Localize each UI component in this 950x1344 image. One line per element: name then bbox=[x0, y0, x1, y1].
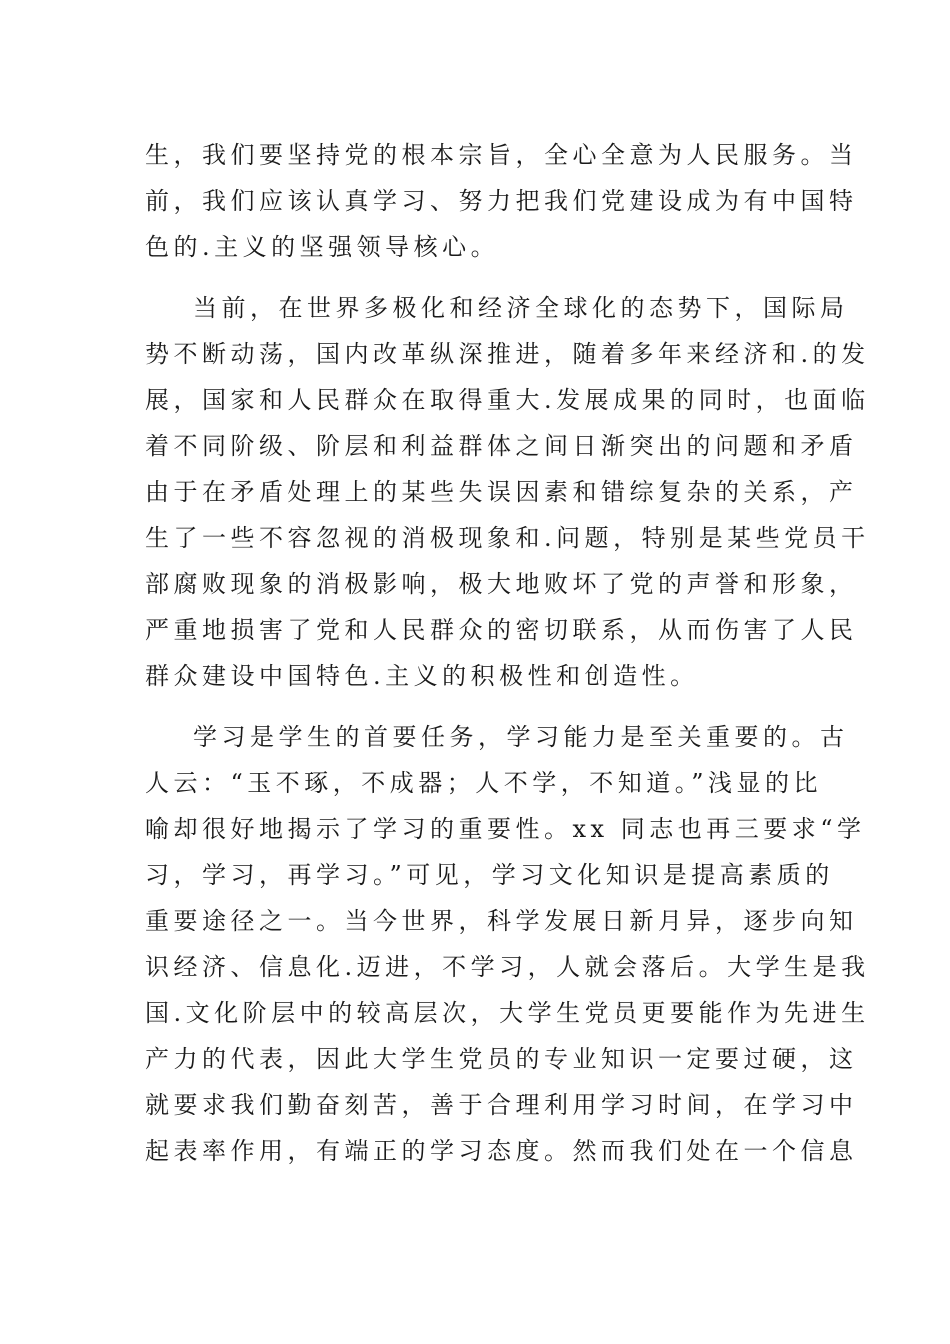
text-line: 人云：“玉不琢，不成器；人不学，不知道。”浅显的比 bbox=[145, 769, 823, 797]
text-line: 生了一些不容忽视的消极现象和.问题，特别是某些党员干 bbox=[145, 524, 870, 552]
text-line: 就要求我们勤奋刻苦，善于合理利用学习时间，在学习中 bbox=[145, 1091, 858, 1119]
text-line: 色的.主义的坚强领导核心。 bbox=[145, 233, 500, 261]
text-line: 部腐败现象的消极影响，极大地败坏了党的声誉和形象， bbox=[145, 570, 858, 598]
text-line: 识经济、信息化.迈进，不学习，人就会落后。大学生是我 bbox=[145, 953, 870, 981]
text-line: 当前，在世界多极化和经济全球化的态势下，国际局 bbox=[193, 294, 849, 322]
text-line: 起表率作用，有端正的学习态度。然而我们处在一个信息 bbox=[145, 1137, 858, 1165]
text-line: 势不断动荡，国内改革纵深推进，随着多年来经济和.的发 bbox=[145, 340, 870, 368]
text-line: 喻却很好地揭示了学习的重要性。xx 同志也再三要求“学 bbox=[145, 815, 866, 843]
text-line: 由于在矛盾处理上的某些失误因素和错综复杂的关系，产 bbox=[145, 478, 858, 506]
text-line: 重要途径之一。当今世界，科学发展日新月异，逐步向知 bbox=[145, 907, 858, 935]
text-line: 产力的代表，因此大学生党员的专业知识一定要过硬，这 bbox=[145, 1045, 858, 1073]
text-line: 严重地损害了党和人民群众的密切联系，从而伤害了人民 bbox=[145, 616, 858, 644]
text-line: 着不同阶级、阶层和利益群体之间日渐突出的问题和矛盾 bbox=[145, 432, 858, 460]
text-line: 习，学习，再学习。”可见，学习文化知识是提高素质的 bbox=[145, 861, 834, 889]
text-line: 生，我们要坚持党的根本宗旨，全心全意为人民服务。当 bbox=[145, 141, 858, 169]
text-line: 学习是学生的首要任务，学习能力是至关重要的。古 bbox=[193, 723, 849, 751]
text-line: 前，我们应该认真学习、努力把我们党建设成为有中国特 bbox=[145, 187, 858, 215]
text-line: 展，国家和人民群众在取得重大.发展成果的同时，也面临 bbox=[145, 386, 870, 414]
text-line: 群众建设中国特色.主义的积极性和创造性。 bbox=[145, 662, 699, 690]
text-line: 国.文化阶层中的较高层次，大学生党员更要能作为先进生 bbox=[145, 999, 870, 1027]
